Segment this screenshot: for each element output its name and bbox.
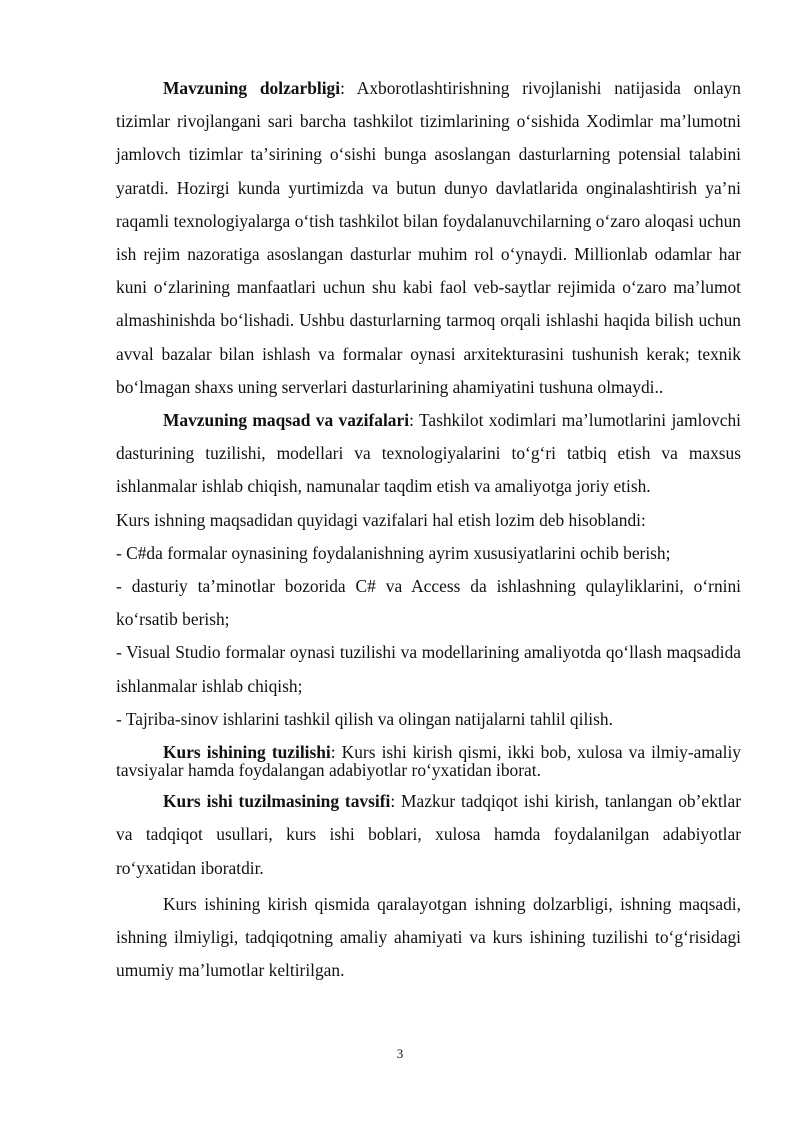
paragraph-closing: Kurs ishining kirish qismida qaralayotgan ishning dolzarbligi, ishning maqsadi, ishning ilmiyligi, tadqiqotning amaliy ahamiyati va kurs ishining tuzilishi toʻgʻrisidagi umumiy maʼlumotlar keltirilgan. — [116, 893, 741, 981]
task-item: - C#da formalar oynasining foydalanishning ayrim xususiyatlarini ochib berish; — [116, 542, 671, 563]
structure-text: : Kurs ishi kirish qismi, ikki bob, xulosa va ilmiy-amaliy tavsiyalar hamda foydalangan adabiyotlar roʻyxatidan iborat. — [116, 742, 741, 780]
paragraph-structure — [116, 744, 741, 779]
description-heading: Kurs ishi tuzilmasining tavsifi — [163, 791, 391, 812]
goals-heading: Mavzuning maqsad va vazifalari — [163, 410, 410, 431]
structure-heading: Kurs ishining tuzilishi — [163, 742, 331, 763]
description-text: : Mazkur tadqiqot ishi kirish, tanlangan obʼektlar va tadqiqot usullari, kurs ishi boblari, xulosa hamda foydalanilgan adabiyotlar roʻyxatidan iboratdir. — [116, 791, 742, 878]
page-number: 3 — [396, 1046, 404, 1061]
paragraph-description — [116, 785, 741, 885]
paragraph-relevance — [116, 72, 741, 404]
goals-text: : Tashkilot xodimlari maʼlumotlarini jamlovchi dasturining tuzilishi, modellari va texnologiyalarini toʻgʻri tatbiq etish va maxsus ishlanmalar ishlab chiqish, namunalar taqdim etish va amaliyotga joriy etish. — [116, 410, 741, 497]
task-item: - dasturiy taʼminotlar bozorida C# va Access da ishlashning qulayliklarini, oʻrnini koʻrsatib berish; — [116, 576, 741, 630]
tasks-intro: Kurs ishning maqsadidan quyidagi vazifalari hal etish lozim deb hisoblandi: — [116, 509, 646, 530]
task-item: - Visual Studio formalar oynasi tuzilishi va modellarining amaliyotda qoʻllash maqsadida ishlanmalar ishlab chiqish; — [116, 642, 741, 696]
document-body — [116, 72, 741, 987]
relevance-text: : Axborotlashtirishning rivojlanishi natijasida onlayn tizimlar rivojlangani sari barcha tashkilot tizimlarining oʻsishida Xodimlar maʼlumotni jamlovch tizimlar taʼsirining oʻsishi bunga asoslangan dasturlarning potensial talabini yaratdi. Hozirgi kunda yurtimizda va butun dunyo davlatlarida onginalashtirish yaʼni raqamli texnologiyalarga oʻtish tashkilot bilan foydalanuvchilarning oʻzaro aloqasi uchun ish rejim nazoratiga asoslangan dasturlar muhim rol oʻynaydi. Millionlab odamlar har kuni oʻzlarining manfaatlari uchun shu kabi faol veb-saytlar rejimida oʻzaro maʼlumot almashinishda boʻlishadi. Ushbu dasturlarning tarmoq orqali ishlashi haqida bilish uchun avval bazalar bilan ishlash va formalar oynasi arxitekturasini tushunish kerak; texnik boʻlmagan shaxs uning serverlari dasturlarining ahamiyatini tushuna olmaydi.. — [116, 78, 741, 397]
relevance-heading: Mavzuning dolzarbligi — [163, 78, 341, 98]
paragraph-goals — [116, 404, 741, 504]
task-item: - Tajriba-sinov ishlarini tashkil qilish va olingan natijalarni tahlil qilish. — [116, 708, 613, 729]
